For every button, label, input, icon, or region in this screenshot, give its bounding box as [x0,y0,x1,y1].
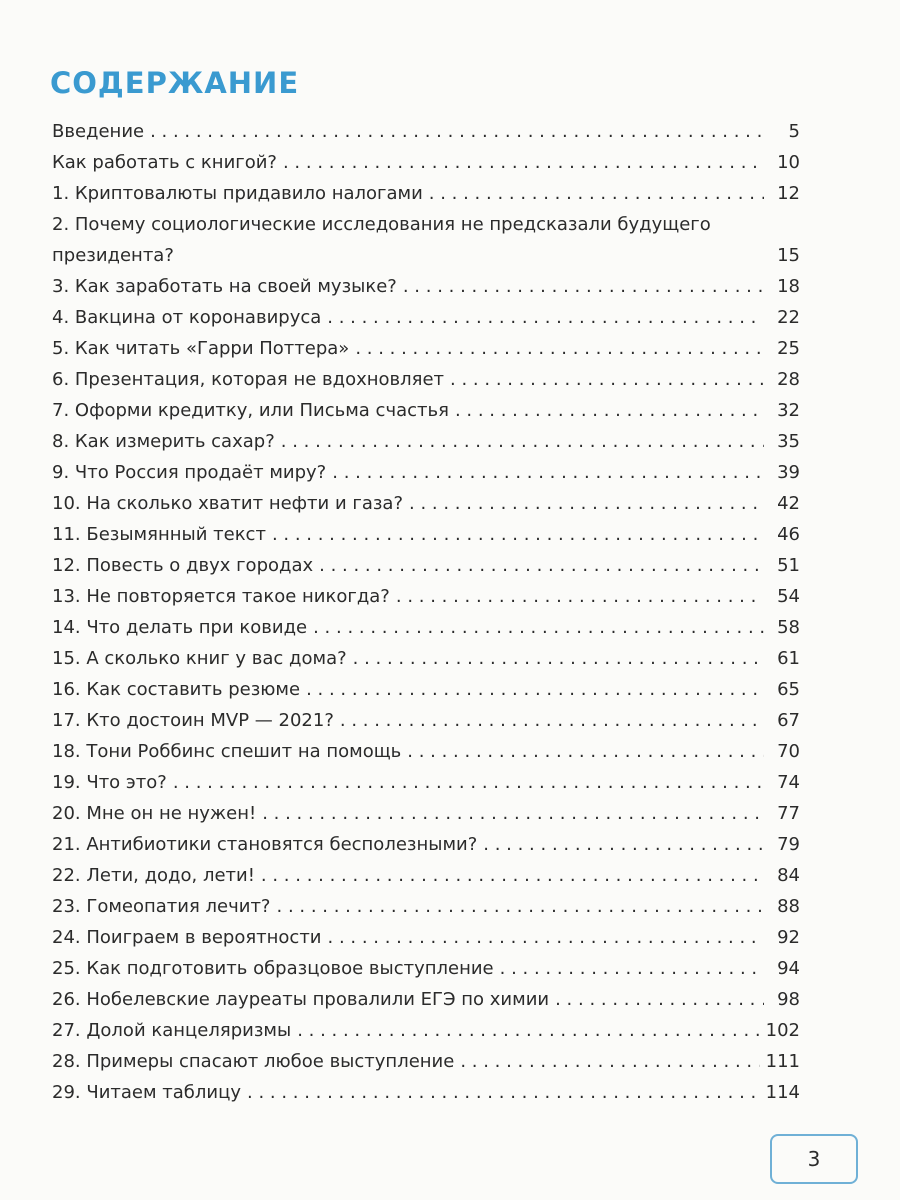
toc-entry-title: 20. Мне он не нужен! [52,803,257,824]
toc-entry[interactable] [52,612,800,643]
toc-entry-title: 25. Как подготовить образцовое выступление [52,958,494,979]
dot-leader [277,891,765,922]
toc-entry[interactable] [52,488,800,519]
dot-leader [247,1077,760,1108]
toc-entry[interactable] [52,271,800,302]
dot-leader [429,178,764,209]
dot-leader [340,705,764,736]
toc-entry-page: 65 [777,679,800,700]
toc-entry-page: 102 [765,1020,800,1041]
dot-leader [319,550,764,581]
dot-leader [396,581,764,612]
toc-entry-title: 4. Вакцина от коронавируса [52,307,322,328]
toc-entry[interactable] [52,674,800,705]
dot-leader [403,271,764,302]
toc-entry-title: Как работать с книгой? [52,152,277,173]
toc-entry-title: 27. Долой канцеляризмы [52,1020,292,1041]
toc-entry-title: 28. Примеры спасают любое выступление [52,1051,455,1072]
toc-entry[interactable] [52,798,800,829]
dot-leader [407,736,764,767]
toc-entry-title: 18. Тони Роббинс спешит на помощь [52,741,402,762]
toc-entry-page: 67 [777,710,800,731]
toc-entry[interactable] [52,519,800,550]
dot-leader [173,767,764,798]
toc-entry-title: 15. А сколько книг у вас дома? [52,648,347,669]
toc-entry[interactable] [52,364,800,395]
toc-entry[interactable] [52,333,800,364]
toc-entry-title: 19. Что это? [52,772,167,793]
page-number: 3 [770,1134,858,1184]
toc-entry-page: 32 [777,400,800,421]
toc-entry-page: 88 [777,896,800,917]
toc-entry-title: 21. Антибиотики становятся бесполезными? [52,834,478,855]
toc-entry-title: 5. Как читать «Гарри Поттера» [52,338,350,359]
dot-leader [313,612,764,643]
toc-entry[interactable] [52,426,800,457]
toc-entry-page: 18 [777,276,800,297]
toc-entry[interactable] [52,953,800,984]
toc-entry[interactable] [52,209,800,271]
toc-entry-page: 22 [777,307,800,328]
toc-entry-page: 42 [777,493,800,514]
toc-entry-title: 1. Криптовалюты придавило налогами [52,183,423,204]
toc-entry[interactable] [52,736,800,767]
dot-leader [261,860,764,891]
dot-leader [262,798,764,829]
toc-entry-title: Введение [52,121,145,142]
toc-entry-title: 12. Повесть о двух городах [52,555,314,576]
toc-entry[interactable] [52,767,800,798]
toc-entry[interactable] [52,984,800,1015]
toc-entry-page: 28 [777,369,800,390]
toc-entry-page: 35 [777,431,800,452]
toc-entry-page: 12 [777,183,800,204]
dot-leader [455,395,764,426]
table-of-contents [52,116,800,1108]
toc-entry-title: 3. Как заработать на своей музыке? [52,276,397,297]
toc-entry[interactable] [52,178,800,209]
toc-entry-title: 16. Как составить резюме [52,679,301,700]
toc-entry-title: 23. Гомеопатия лечит? [52,896,271,917]
toc-entry-page: 15 [777,245,800,266]
toc-entry[interactable] [52,550,800,581]
toc-entry-page: 94 [777,958,800,979]
toc-entry-title: 7. Оформи кредитку, или Письма счастья [52,400,449,421]
toc-entry-page: 98 [777,989,800,1010]
toc-entry-title: 14. Что делать при ковиде [52,617,308,638]
toc-entry-title: 10. На сколько хватит нефти и газа? [52,493,404,514]
toc-entry-page: 5 [788,121,800,142]
dot-leader [450,364,764,395]
toc-entry[interactable] [52,581,800,612]
toc-entry-title: 24. Поиграем в вероятности [52,927,322,948]
dot-leader [297,1015,759,1046]
toc-entry-page: 79 [777,834,800,855]
dot-leader [409,488,764,519]
dot-leader [150,116,764,147]
toc-entry-title: 17. Кто достоин MVP — 2021? [52,710,334,731]
toc-entry-title: 2. Почему социологические исследования не предсказали будущего президента? [52,214,711,266]
toc-entry-title: 22. Лети, додо, лети! [52,865,255,886]
toc-entry-page: 25 [777,338,800,359]
toc-entry-title: 26. Нобелевские лауреаты провалили ЕГЭ по химии [52,989,550,1010]
toc-entry-title: 11. Безымянный текст [52,524,266,545]
dot-leader [281,426,764,457]
toc-entry-title: 13. Не повторяется такое никогда? [52,586,390,607]
dot-leader [483,829,764,860]
dot-leader [328,922,764,953]
page-title: СОДЕРЖАНИЕ [50,66,300,100]
toc-entry-page: 51 [777,555,800,576]
toc-entry-page: 54 [777,586,800,607]
toc-entry-page: 77 [777,803,800,824]
toc-entry-page: 84 [777,865,800,886]
toc-entry-page: 46 [777,524,800,545]
toc-entry[interactable] [52,1077,800,1108]
toc-entry[interactable] [52,457,800,488]
dot-leader [283,147,764,178]
dot-leader [306,674,764,705]
toc-entry-page: 61 [777,648,800,669]
dot-leader [332,457,764,488]
toc-entry[interactable] [52,705,800,736]
dot-leader [327,302,764,333]
toc-entry-page: 39 [777,462,800,483]
toc-entry-page: 58 [777,617,800,638]
toc-entry[interactable] [52,1046,800,1077]
dot-leader [500,953,764,984]
toc-entry-title: 6. Презентация, которая не вдохновляет [52,369,445,390]
toc-entry-page: 114 [765,1082,800,1103]
toc-entry-page: 10 [777,152,800,173]
toc-entry[interactable] [52,1015,800,1046]
dot-leader [355,333,764,364]
toc-entry[interactable] [52,643,800,674]
toc-entry[interactable] [52,891,800,922]
dot-leader [353,643,764,674]
toc-entry-page: 70 [777,741,800,762]
toc-entry[interactable] [52,116,800,147]
dot-leader [272,519,764,550]
toc-entry-title: 29. Читаем таблицу [52,1082,241,1103]
toc-entry-title: 9. Что Россия продаёт миру? [52,462,327,483]
toc-entry[interactable] [52,147,800,178]
dot-leader [460,1046,759,1077]
toc-entry[interactable] [52,395,800,426]
toc-entry-page: 111 [765,1051,800,1072]
dot-leader [555,984,764,1015]
toc-entry[interactable] [52,829,800,860]
toc-entry-page: 74 [777,772,800,793]
toc-entry[interactable] [52,860,800,891]
toc-entry[interactable] [52,302,800,333]
toc-entry-page: 92 [777,927,800,948]
toc-entry[interactable] [52,922,800,953]
toc-entry-title: 8. Как измерить сахар? [52,431,275,452]
